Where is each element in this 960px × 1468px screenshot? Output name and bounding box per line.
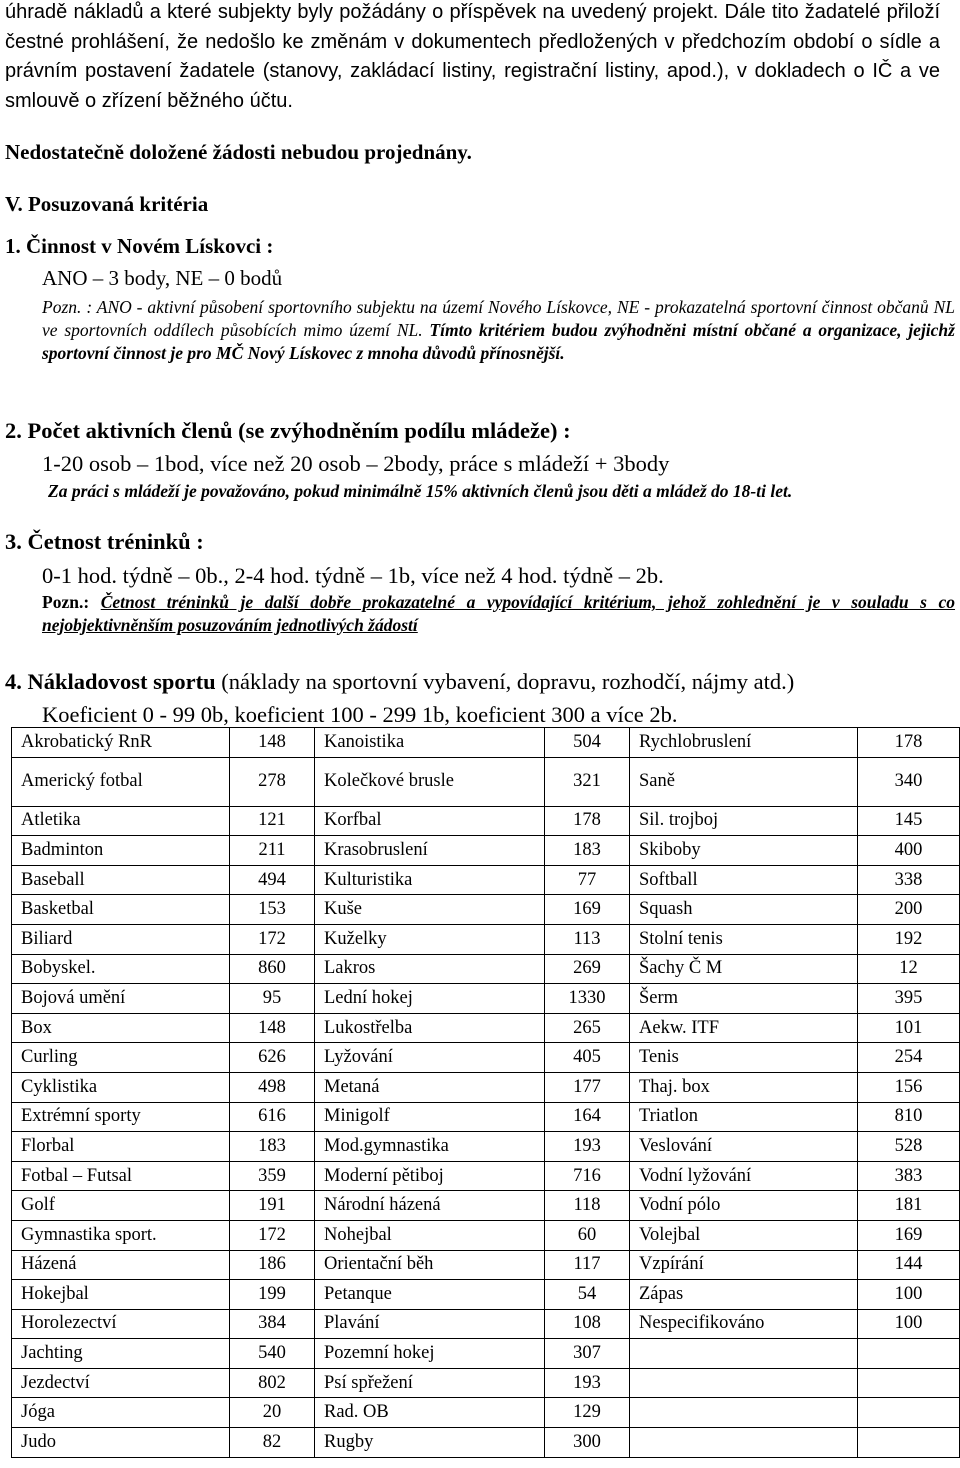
sport-name-cell: Volejbal <box>630 1220 858 1250</box>
sport-name-cell: Jóga <box>12 1398 230 1428</box>
table-row <box>12 757 960 806</box>
sport-coefficient-cell: 148 <box>230 728 315 758</box>
sport-name-cell: Šerm <box>630 984 858 1014</box>
sport-name-cell <box>630 1339 858 1369</box>
sport-coefficient-cell: 95 <box>230 984 315 1014</box>
sport-name-cell: Akrobatický RnR <box>12 728 230 758</box>
sport-coefficient-cell: 156 <box>858 1072 960 1102</box>
sport-coefficient-cell: 145 <box>858 806 960 836</box>
sport-coefficient-cell <box>858 1398 960 1428</box>
sport-name-cell: Basketbal <box>12 895 230 925</box>
table-row <box>12 1191 960 1221</box>
criterion-2-note: Za práci s mládeží je považováno, pokud minimálně 15% aktivních členů jsou děti a mládež do 18-ti let. <box>48 481 793 501</box>
sport-coefficient-cell <box>858 1368 960 1398</box>
sports-table-body <box>12 728 960 1458</box>
criterion-1-scoring: ANO – 3 body, NE – 0 bodů <box>42 266 283 290</box>
sport-coefficient-cell: 810 <box>858 1102 960 1132</box>
sport-coefficient-cell: 169 <box>858 1220 960 1250</box>
sport-name-cell: Rychlobruslení <box>630 728 858 758</box>
table-row <box>12 984 960 1014</box>
note-label: Pozn. <box>42 297 82 317</box>
sport-coefficient-cell: 100 <box>858 1309 960 1339</box>
sport-name-cell: Golf <box>12 1191 230 1221</box>
sport-coefficient-cell: 384 <box>230 1309 315 1339</box>
sport-coefficient-cell: 169 <box>545 895 630 925</box>
sport-name-cell: Jezdectví <box>12 1368 230 1398</box>
sport-name-cell: Lední hokej <box>315 984 545 1014</box>
criterion-4-title-bold: 4. Nákladovost sportu <box>5 669 216 694</box>
sport-name-cell: Vodní lyžování <box>630 1161 858 1191</box>
sport-name-cell: Atletika <box>12 806 230 836</box>
sport-coefficient-cell: 395 <box>858 984 960 1014</box>
sport-coefficient-cell <box>858 1428 960 1458</box>
sport-name-cell <box>630 1368 858 1398</box>
sport-coefficient-cell: 193 <box>545 1132 630 1162</box>
sport-name-cell: Squash <box>630 895 858 925</box>
sport-name-cell <box>630 1428 858 1458</box>
sport-name-cell: Tenis <box>630 1043 858 1073</box>
table-row <box>12 954 960 984</box>
sport-name-cell: Lyžování <box>315 1043 545 1073</box>
sport-coefficient-cell: 278 <box>230 757 315 806</box>
table-row <box>12 1072 960 1102</box>
sport-name-cell: Aekw. ITF <box>630 1013 858 1043</box>
sport-name-cell: Šachy Č M <box>630 954 858 984</box>
sport-name-cell: Kanoistika <box>315 728 545 758</box>
sport-coefficient-cell: 860 <box>230 954 315 984</box>
sport-coefficient-cell: 200 <box>858 895 960 925</box>
criterion-4-title-rest: (náklady na sportovní vybavení, dopravu, rozhodčí, nájmy atd.) <box>215 669 795 694</box>
sport-coefficient-cell: 321 <box>545 757 630 806</box>
sport-coefficient-cell <box>858 1339 960 1369</box>
sport-coefficient-cell: 129 <box>545 1398 630 1428</box>
table-row <box>12 806 960 836</box>
sport-coefficient-cell: 383 <box>858 1161 960 1191</box>
sport-coefficient-cell: 199 <box>230 1280 315 1310</box>
sport-name-cell: Jachting <box>12 1339 230 1369</box>
sport-coefficient-cell: 178 <box>545 806 630 836</box>
sport-coefficient-cell: 340 <box>858 757 960 806</box>
sport-coefficient-cell: 494 <box>230 865 315 895</box>
sport-name-cell: Cyklistika <box>12 1072 230 1102</box>
sport-name-cell: Box <box>12 1013 230 1043</box>
sport-name-cell: Zápas <box>630 1280 858 1310</box>
sport-coefficient-cell: 528 <box>858 1132 960 1162</box>
sport-coefficient-cell: 211 <box>230 836 315 866</box>
sport-coefficient-cell: 307 <box>545 1339 630 1369</box>
sport-name-cell: Saně <box>630 757 858 806</box>
sport-coefficient-cell: 54 <box>545 1280 630 1310</box>
sport-coefficient-cell: 802 <box>230 1368 315 1398</box>
sport-coefficient-cell: 172 <box>230 924 315 954</box>
sport-name-cell: Moderní pětiboj <box>315 1161 545 1191</box>
sport-coefficient-cell: 265 <box>545 1013 630 1043</box>
table-row <box>12 865 960 895</box>
sport-name-cell: Petanque <box>315 1280 545 1310</box>
sport-name-cell: Americký fotbal <box>12 757 230 806</box>
table-row <box>12 895 960 925</box>
sport-coefficient-cell: 113 <box>545 924 630 954</box>
sport-name-cell: Sil. trojboj <box>630 806 858 836</box>
sport-coefficient-cell: 164 <box>545 1102 630 1132</box>
sport-coefficient-cell: 1330 <box>545 984 630 1014</box>
sport-name-cell: Gymnastika sport. <box>12 1220 230 1250</box>
sport-name-cell: Lukostřelba <box>315 1013 545 1043</box>
note-label: Pozn.: <box>42 592 90 612</box>
sport-coefficient-cell: 108 <box>545 1309 630 1339</box>
sport-coefficient-cell: 20 <box>230 1398 315 1428</box>
sport-coefficient-cell: 100 <box>858 1280 960 1310</box>
sport-name-cell: Rugby <box>315 1428 545 1458</box>
criterion-1-note <box>42 296 955 365</box>
sport-coefficient-cell: 338 <box>858 865 960 895</box>
sport-name-cell: Kuželky <box>315 924 545 954</box>
sport-coefficient-cell: 269 <box>545 954 630 984</box>
table-row <box>12 1398 960 1428</box>
sport-name-cell: Korfbal <box>315 806 545 836</box>
sport-coefficient-cell: 193 <box>545 1368 630 1398</box>
sport-name-cell: Extrémní sporty <box>12 1102 230 1132</box>
sport-name-cell: Curling <box>12 1043 230 1073</box>
warning-text: Nedostatečně doložené žádosti nebudou projednány. <box>5 140 472 164</box>
sport-coefficient-cell: 400 <box>858 836 960 866</box>
sport-coefficient-cell: 540 <box>230 1339 315 1369</box>
sport-coefficient-cell: 172 <box>230 1220 315 1250</box>
sport-coefficient-cell: 153 <box>230 895 315 925</box>
sport-name-cell: Nespecifikováno <box>630 1309 858 1339</box>
sport-coefficient-cell: 178 <box>858 728 960 758</box>
sport-name-cell: Skiboby <box>630 836 858 866</box>
table-row <box>12 728 960 758</box>
sport-name-cell <box>630 1398 858 1428</box>
table-row <box>12 924 960 954</box>
sport-name-cell: Triatlon <box>630 1102 858 1132</box>
criterion-2-scoring: 1-20 osob – 1bod, více než 20 osob – 2body, práce s mládeží + 3body <box>42 451 670 476</box>
sport-name-cell: Orientační běh <box>315 1250 545 1280</box>
sport-name-cell: Plavání <box>315 1309 545 1339</box>
sport-coefficient-cell: 504 <box>545 728 630 758</box>
sport-name-cell: Bojová umění <box>12 984 230 1014</box>
sports-cost-table <box>11 727 960 1458</box>
sport-coefficient-cell: 300 <box>545 1428 630 1458</box>
table-row <box>12 1220 960 1250</box>
sport-coefficient-cell: 405 <box>545 1043 630 1073</box>
section-title: V. Posuzovaná kritéria <box>5 192 209 216</box>
table-row <box>12 1250 960 1280</box>
table-row <box>12 1428 960 1458</box>
sport-name-cell: Krasobruslení <box>315 836 545 866</box>
sport-coefficient-cell: 498 <box>230 1072 315 1102</box>
sport-name-cell: Házená <box>12 1250 230 1280</box>
sport-coefficient-cell: 191 <box>230 1191 315 1221</box>
sport-name-cell: Kulturistika <box>315 865 545 895</box>
sport-coefficient-cell: 186 <box>230 1250 315 1280</box>
sport-name-cell: Bobyskel. <box>12 954 230 984</box>
sport-name-cell: Vodní pólo <box>630 1191 858 1221</box>
sport-coefficient-cell: 716 <box>545 1161 630 1191</box>
criterion-4-title <box>5 669 794 695</box>
sport-name-cell: Lakros <box>315 954 545 984</box>
sport-coefficient-cell: 60 <box>545 1220 630 1250</box>
sport-coefficient-cell: 192 <box>858 924 960 954</box>
table-row <box>12 1161 960 1191</box>
sport-name-cell: Baseball <box>12 865 230 895</box>
sport-coefficient-cell: 121 <box>230 806 315 836</box>
sport-coefficient-cell: 177 <box>545 1072 630 1102</box>
sport-coefficient-cell: 82 <box>230 1428 315 1458</box>
criterion-3-note <box>42 591 955 637</box>
sport-name-cell: Minigolf <box>315 1102 545 1132</box>
sport-name-cell: Nohejbal <box>315 1220 545 1250</box>
criterion-4-coefficient: Koeficient 0 - 99 0b, koeficient 100 - 299 1b, koeficient 300 a více 2b. <box>42 702 678 727</box>
table-row <box>12 1368 960 1398</box>
sport-coefficient-cell: 181 <box>858 1191 960 1221</box>
table-row <box>12 1013 960 1043</box>
sport-name-cell: Horolezectví <box>12 1309 230 1339</box>
sport-name-cell: Biliard <box>12 924 230 954</box>
sport-name-cell: Florbal <box>12 1132 230 1162</box>
sport-coefficient-cell: 183 <box>545 836 630 866</box>
sport-name-cell: Vzpírání <box>630 1250 858 1280</box>
table-row <box>12 1132 960 1162</box>
sport-name-cell: Národní házená <box>315 1191 545 1221</box>
sport-coefficient-cell: 626 <box>230 1043 315 1073</box>
sport-name-cell: Kuše <box>315 895 545 925</box>
sport-name-cell: Metaná <box>315 1072 545 1102</box>
sport-name-cell: Pozemní hokej <box>315 1339 545 1369</box>
intro-paragraph: úhradě nákladů a které subjekty byly požádány o příspěvek na uvedený projekt. Dále tito žadatelé přiloží čestné prohlášení, že nedošlo ke změnám v dokumentech předložených v předchozím období o sídle a právním postavení žadatele (stanovy, zakládací listiny, registrační listiny, apod.), v dokladech o IČ a ve smlouvě o zřízení běžného účtu. <box>5 1 940 112</box>
table-row <box>12 1280 960 1310</box>
sport-name-cell: Psí spřežení <box>315 1368 545 1398</box>
criterion-3-title: 3. Četnost tréninků : <box>5 529 204 554</box>
table-row <box>12 836 960 866</box>
table-row <box>12 1309 960 1339</box>
sport-name-cell: Hokejbal <box>12 1280 230 1310</box>
sport-name-cell: Thaj. box <box>630 1072 858 1102</box>
sport-name-cell: Judo <box>12 1428 230 1458</box>
criterion-1-title: 1. Činnost v Novém Lískovci : <box>5 234 274 258</box>
sport-name-cell: Fotbal – Futsal <box>12 1161 230 1191</box>
sport-name-cell: Softball <box>630 865 858 895</box>
criterion-2-title: 2. Počet aktivních členů (se zvýhodněním podílu mládeže) : <box>5 418 571 443</box>
sport-coefficient-cell: 616 <box>230 1102 315 1132</box>
sport-coefficient-cell: 117 <box>545 1250 630 1280</box>
sport-coefficient-cell: 101 <box>858 1013 960 1043</box>
sport-coefficient-cell: 359 <box>230 1161 315 1191</box>
sport-name-cell: Kolečkové brusle <box>315 757 545 806</box>
note-text: : ANO - aktivní působení sportovního subjektu na území Nového Lískovce, NE - prokazatelná sportovní činnost občanů NL ve sportovních oddílech působících mimo území NL. <box>42 297 955 340</box>
sport-coefficient-cell: 148 <box>230 1013 315 1043</box>
sport-coefficient-cell: 12 <box>858 954 960 984</box>
table-row <box>12 1043 960 1073</box>
sport-coefficient-cell: 77 <box>545 865 630 895</box>
note-text: Četnost tréninků je další dobře prokazatelné a vypovídající kritérium, jehož zohlednění je v souladu s co nejobjektivněnším posuzováním jednotlivých žádostí <box>42 592 956 635</box>
sport-name-cell: Badminton <box>12 836 230 866</box>
sport-coefficient-cell: 254 <box>858 1043 960 1073</box>
note-bold: Tímto kritériem budou zvýhodněni místní občané a organizace, jejichž sportovní činnost je pro MČ Nový Lískovec z mnoha důvodů přínosnější. <box>42 320 955 363</box>
table-row <box>12 1339 960 1369</box>
sport-coefficient-cell: 183 <box>230 1132 315 1162</box>
sport-coefficient-cell: 118 <box>545 1191 630 1221</box>
sport-coefficient-cell: 144 <box>858 1250 960 1280</box>
sport-name-cell: Veslování <box>630 1132 858 1162</box>
criterion-3-scoring: 0-1 hod. týdně – 0b., 2-4 hod. týdně – 1b, více než 4 hod. týdně – 2b. <box>42 563 664 588</box>
sport-name-cell: Rad. OB <box>315 1398 545 1428</box>
sport-name-cell: Mod.gymnastika <box>315 1132 545 1162</box>
table-row <box>12 1102 960 1132</box>
sport-name-cell: Stolní tenis <box>630 924 858 954</box>
